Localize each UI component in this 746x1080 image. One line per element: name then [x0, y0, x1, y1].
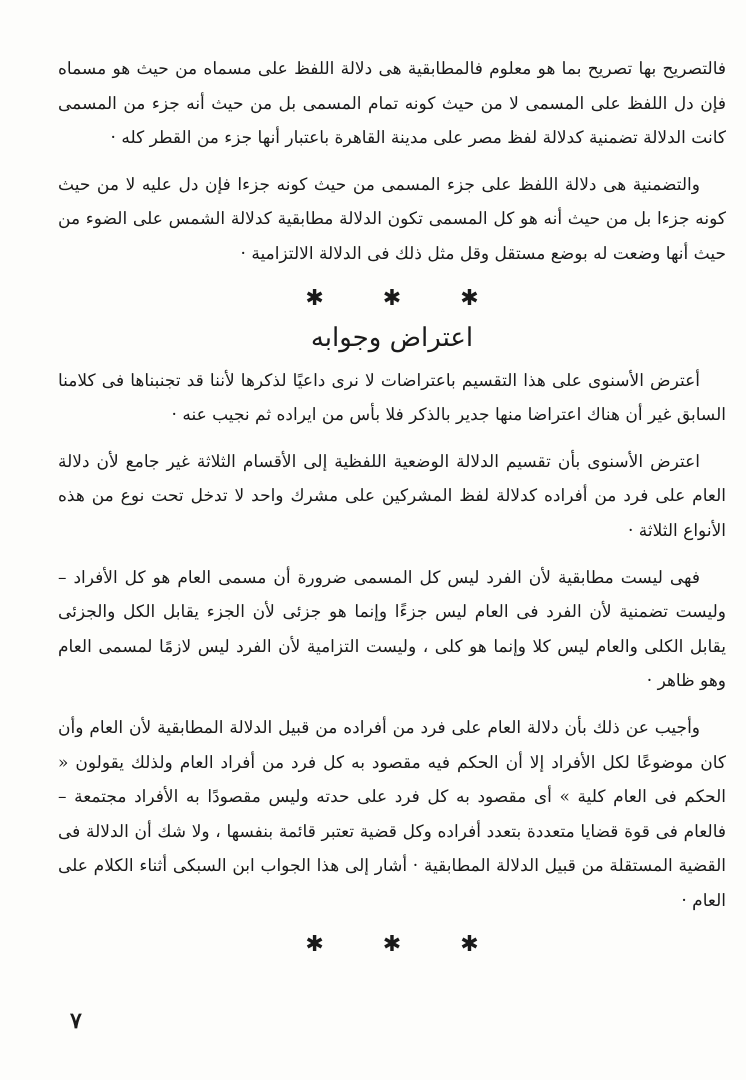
paragraph-5: فهى ليست مطابقية لأن الفرد ليس كل المسمى ضرورة أن مسمى العام هو كل الأفراد – وليست تضمنية لأن الفرد فى العام ليس جزءًا وإنما هو جزئى لأن الجزء يقابل الكل والجزئى يقابل الكلى والعام ليس كلا وإنما هو كلى ، وليست التزامية لأن الفرد ليس لازمًا لمسمى العام وهو ظاهر ·	[58, 567, 726, 692]
paragraph-6: وأجيب عن ذلك بأن دلالة العام على فرد من أفراده من قبيل الدلالة المطابقية لأن العام وأن كان موضوعًا لكل الأفراد إلا أن الحكم فيه مقصود به كل فرد من أفراد العام ولذلك يقولون « الحكم فى العام كلية » أى مقصود به كل فرد على حدته وليس مقصودًا به الأفراد مجتمعة – فالعام فى قوة قضايا متعددة بتعدد أفراده وكل قضية تعتبر قائمة بنفسها ، ولا شك أن الدلالة فى القضية المستقلة من قبيل الدلالة المطابقية · أشار إلى هذا الجواب ابن السبكى أثناء الكلام على العام ·	[58, 717, 726, 911]
paragraph-1: فالتصريح بها تصريح بما هو معلوم فالمطابقية هى دلالة اللفظ على مسماه من حيث هو مسماه فإن دل اللفظ على المسمى لا من حيث كونه تمام المسمى بل من حيث أنه جزء من المسمى كانت الدلالة تضمنية كدلالة لفظ مصر على مدينة القاهرة باعتبار أنها جزء من القطر كله ·	[58, 59, 726, 149]
page-body	[58, 52, 726, 964]
section-divider-stars: ✱ ✱ ✱	[305, 285, 505, 311]
paragraph-3: أعترض الأسنوى على هذا التقسيم باعتراضات لا نرى داعيًا لذكرها لأننا قد تجنبناها فى كلامنا السابق غير أن هناك اعتراضا منها جدير بالذكر فلا بأس من ايراده ثم نجيب عنه ·	[58, 370, 726, 426]
paragraph-2: والتضمنية هى دلالة اللفظ على جزء المسمى من حيث كونه جزءا فإن دل عليه لا من حيث كونه جزءا بل من حيث أنه هو كل المسمى تكون الدلالة مطابقية كدلالة الشمس على الضوء من حيث أنها وضعت له بوضع مستقل وقل مثل ذلك فى الدلالة الالتزامية ·	[58, 174, 726, 264]
end-divider-stars: ✱ ✱ ✱	[305, 932, 505, 958]
paragraph-4: اعترض الأسنوى بأن تقسيم الدلالة الوضعية اللفظية إلى الأقسام الثلاثة غير جامع لأن دلالة العام على فرد من أفراده كدلالة لفظ المشركين على مشرك واحد لا تدخل تحت نوع من هذه الأنواع الثلاثة ·	[58, 451, 726, 541]
section-heading: اعتراض وجوابه	[310, 322, 474, 353]
page-number: ٧	[70, 1008, 82, 1034]
